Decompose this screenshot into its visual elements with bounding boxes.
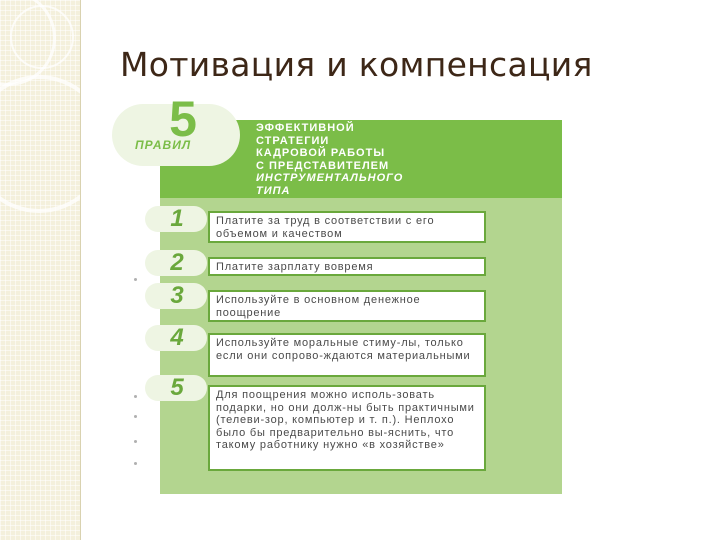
bullet-dot bbox=[134, 462, 137, 465]
heading-line: ЭФФЕКТИВНОЙ bbox=[256, 122, 355, 134]
rule-text: Используйте моральные стиму-лы, только если они сопрово-ждаются материальными bbox=[216, 337, 471, 362]
rule-number: 4 bbox=[170, 324, 184, 351]
rules-count-word: ПРАВИЛ bbox=[135, 138, 192, 152]
rule-number: 3 bbox=[170, 282, 184, 309]
bullet-dot bbox=[134, 395, 137, 398]
rule-number: 2 bbox=[170, 249, 184, 276]
rule-text: Платите зарплату вовремя bbox=[216, 261, 374, 273]
heading-line: ИНСТРУМЕНТАЛЬНОГО bbox=[256, 172, 404, 184]
decorative-ring bbox=[0, 75, 108, 213]
rule-text: Платите за труд в соответствии с его объемом и качеством bbox=[216, 215, 435, 240]
rule-number: 5 bbox=[170, 374, 184, 401]
slide-title: Мотивация и компенсация bbox=[120, 45, 593, 84]
heading-line: СТРАТЕГИИ bbox=[256, 134, 330, 147]
infographic-heading bbox=[256, 122, 546, 197]
strip-divider bbox=[80, 0, 81, 540]
bullet-dot bbox=[134, 278, 137, 281]
rule-text-box bbox=[208, 257, 486, 276]
bullet-dot bbox=[134, 415, 137, 418]
decorative-left-strip bbox=[0, 0, 80, 540]
rules-count-number: 5 bbox=[169, 91, 197, 147]
rule-text-box bbox=[208, 290, 486, 322]
rule-text: Используйте в основном денежное поощрение bbox=[216, 294, 421, 319]
rule-text-box bbox=[208, 211, 486, 243]
heading-line: ТИПА bbox=[256, 184, 291, 197]
bullet-dot bbox=[134, 440, 137, 443]
heading-line: С ПРЕДСТАВИТЕЛЕМ bbox=[256, 159, 390, 172]
rule-text-box bbox=[208, 385, 486, 471]
decorative-ring bbox=[10, 5, 74, 69]
rule-text: Для поощрения можно исполь-зовать подарки, но они долж-ны быть практичными (телеви-зор, компьютер и т. п.). Неплохо было бы предварительно вы-яснить, что такому работнику нужно «в хозяйстве» bbox=[216, 389, 475, 451]
rule-text-box bbox=[208, 333, 486, 377]
heading-line: КАДРОВОЙ РАБОТЫ bbox=[256, 147, 386, 159]
rule-number: 1 bbox=[170, 205, 184, 232]
